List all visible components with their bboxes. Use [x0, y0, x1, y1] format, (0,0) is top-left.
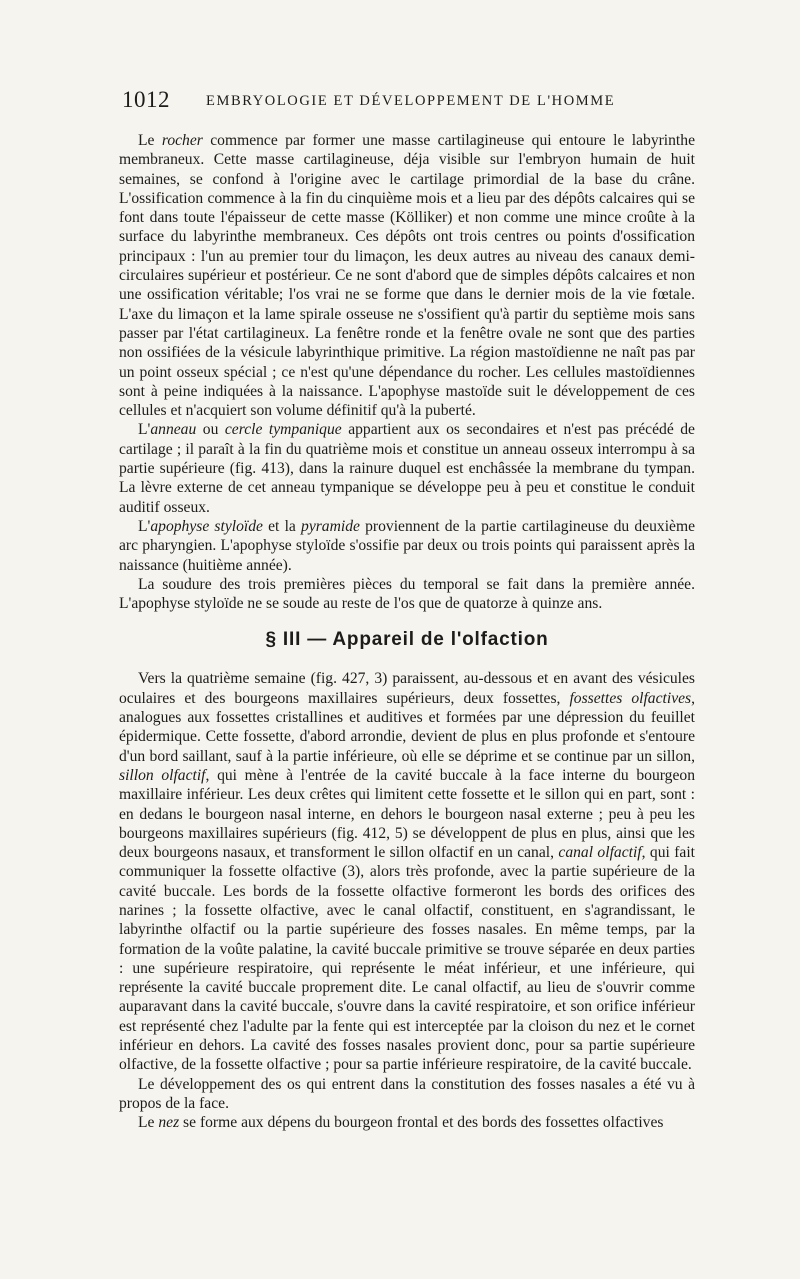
paragraph-p2 [119, 420, 695, 516]
text-run: Vers la quatrième semaine (fig. 427, 3) paraissent, au-dessous et en avant des vésicules oculaires et des bourgeons maxillaires supérieurs, deux fossettes, [119, 670, 695, 707]
running-head: EMBRYOLOGIE ET DÉVELOPPEMENT DE L'HOMME [206, 93, 616, 109]
italic-term: sillon olfactif [119, 766, 206, 784]
text-block-before-section [119, 131, 695, 613]
italic-term: rocher [161, 132, 203, 149]
text-run: L' [138, 421, 151, 439]
text-run: appartient aux os secondaires et n'est pas précédé de cartilage ; il paraît à la fin du quatrième mois et constitue un anneau osseux interrompu à sa partie supérieure (fig. 413), dans la rainure duquel est enchâssée la membrane du tympan. La lèvre externe de cet anneau tympanique se développe peu à peu et constitue le conduit auditif osseux. [119, 421, 695, 516]
page-body [119, 131, 695, 1133]
italic-term: canal olfactif [558, 844, 642, 862]
text-run: et la [262, 517, 302, 535]
text-run: proviennent de la partie cartilagineuse du deuxième arc pharyngien. L'apophyse styloïde s'ossifie par deux ou trois points qui paraissent après la naissance (huitième année). [119, 517, 695, 574]
paragraph-p1 [119, 131, 695, 420]
paragraph-p7 [119, 1113, 695, 1132]
italic-term: cercle tympanique [224, 421, 342, 439]
text-run: Le [138, 1114, 159, 1132]
italic-term: pyramide [301, 517, 360, 535]
italic-term: fossettes olfactives [569, 689, 692, 707]
text-run: Le [138, 132, 162, 149]
paragraph-p5 [119, 669, 695, 1074]
text-run: ou [196, 421, 225, 439]
italic-term: nez [158, 1114, 180, 1132]
paragraph-p4 [119, 575, 695, 614]
page-number: 1012 [122, 87, 170, 112]
page-header [122, 87, 692, 113]
paragraph-p6 [119, 1075, 695, 1114]
paragraph-p3 [119, 517, 695, 575]
text-run: commence par former une masse cartilagineuse qui entoure le labyrinthe membraneux. Cette masse cartilagineuse, déja visible sur l'embryon humain de huit semaines, se confond à l'origine avec le cartilage primordial de la base du crâne. L'ossification commence à la fin du cinquième mois et a lieu par des dépôts calcaires qui se font dans toute l'épaisseur de cette masse (Kölliker) et non comme une mince croûte à la surface du labyrinthe membraneux. Ces dépôts ont trois centres ou points d'ossification principaux : l'un au premier tour du limaçon, les deux autres au niveau des canaux demi-circulaires supérieur et postérieur. Ce ne sont d'abord que de simples dépôts calcaires et non une ossification véritable; l'os vrai ne se forme que dans le dernier mois de la vie fœtale. L'axe du limaçon et la lame spirale osseuse ne s'ossifient qu'à partir du septième mois sans passer par l'état cartilagineux. La fenêtre ronde et la fenêtre ovale ne sont que des parties non ossifiées de la vésicule labyrinthique primitive. La région mastoïdienne ne naît pas par un point osseux spécial ; ce n'est qu'une dépendance du rocher. Les cellules mastoïdiennes sont à peine indiquées à la naissance. L'apophyse mastoïde suit le développement de ces cellules et n'acquiert son volume définitif qu'à la puberté. [119, 132, 695, 420]
text-run: , qui fait communiquer la fossette olfactive (3), alors très profonde, avec la partie supérieure de la cavité buccale. Les bords de la fossette olfactive formeront les bords des orifices des narines ; la fossette olfactive, avec le canal olfactif, constituent, en s'agrandissant, le labyrinthe olfactif ou la partie supérieure des fosses nasales. En même temps, par la formation de la voûte palatine, la cavité buccale primitive se trouve séparée en deux parties : une supérieure respiratoire, qui représente le méat inférieur, et une inférieure, qui représente la cavité buccale proprement dite. Le canal olfactif, au lieu de s'ouvrir comme auparavant dans la cavité buccale, s'ouvre dans la cavité respiratoire, et son orifice inférieur est représenté chez l'adulte par la fente qui est interceptée par la cloison du nez et le cornet inférieur en dehors. La cavité des fosses nasales provient donc, pour sa partie supérieure olfactive, de la fossette olfactive ; pour sa partie inférieure respiratoire, de la cavité buccale. [119, 844, 695, 1074]
italic-term: apophyse styloïde [150, 517, 263, 535]
text-run: se forme aux dépens du bourgeon frontal et des bords des fossettes olfactives [179, 1114, 664, 1132]
text-block-after-section [119, 669, 695, 1132]
italic-term: anneau [150, 421, 197, 439]
text-run: , analogues aux fossettes cristallines et auditives et formées par une dépression du feuillet épidermique. Cette fossette, d'abord arrondie, devient de plus en plus profonde et s'entoure d'un bord saillant, sauf à la partie inférieure, où elle se déprime et se continue par un sillon, [119, 689, 696, 765]
text-run: , qui mène à l'entrée de la cavité buccale à la face interne du bourgeon maxillaire inférieur. Les deux crêtes qui limitent cette fossette et le sillon qui en part, sont : en dedans le bourgeon nasal interne, en dehors le bourgeon nasal externe ; peu à peu les bourgeons maxillaires supérieurs (fig. 412, 5) se développent de plus en plus, ainsi que les deux bourgeons nasaux, et transforment le sillon olfactif en un canal, [119, 766, 695, 862]
text-run: Le développement des os qui entrent dans la constitution des fosses nasales a été vu à propos de la face. [119, 1075, 695, 1112]
text-run: La soudure des trois premières pièces du temporal se fait dans la première année. L'apophyse styloïde ne se soude au reste de l'os que de quatorze à quinze ans. [119, 575, 695, 613]
section-title: § III — Appareil de l'olfaction [265, 629, 549, 651]
text-run: L' [138, 517, 151, 535]
